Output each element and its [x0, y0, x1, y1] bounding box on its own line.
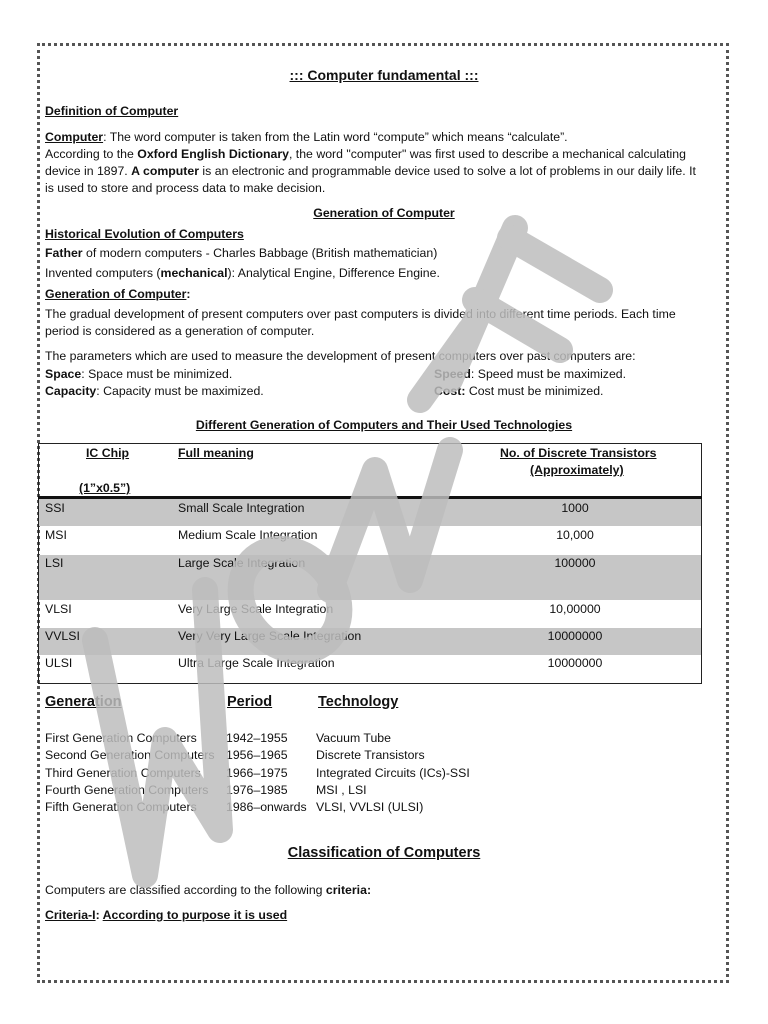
classified-pre: Computers are classified according to the following	[45, 883, 326, 897]
table-cell-meaning: Very Very Large Scale Integration	[178, 629, 362, 643]
capacity-param	[45, 383, 264, 400]
gen-row-name: Second Generation Computers	[45, 748, 215, 762]
capacity-text: : Capacity must be maximized.	[96, 384, 264, 398]
col-header-ic-chip-size: (1”x0.5”)	[79, 481, 131, 495]
col-header-ic-chip: IC Chip	[86, 446, 130, 460]
classification-heading: Classification of Computers	[287, 845, 481, 861]
table-cell-chip: MSI	[45, 528, 67, 542]
generation-heading-text: Generation of Computer	[45, 287, 187, 301]
oxford-post: , the word "computer" was first used to describe a mechanical calculating	[288, 147, 686, 161]
oxford-name: Oxford English Dictionary	[137, 147, 289, 161]
table-cell-chip: SSI	[45, 501, 65, 515]
definition-heading: Definition of Computer	[45, 104, 179, 118]
father-bold: Father	[45, 246, 83, 260]
gen-row-name: Fifth Generation Computers	[45, 800, 197, 814]
gen-row-period: 1976–1985	[226, 783, 288, 797]
col-header-transistors: No. of Discrete Transistors	[500, 446, 657, 460]
line3-bold: A computer	[131, 164, 200, 178]
table-cell-meaning: Medium Scale Integration	[178, 528, 318, 542]
gen-row-tech: Integrated Circuits (ICs)-SSI	[316, 766, 470, 780]
generation-heading-center: Generation of Computer	[313, 206, 455, 220]
parameters-line: The parameters which are used to measure the development of present computers over past computers are:	[45, 349, 636, 363]
table-cell-count: 10,00000	[549, 602, 601, 616]
father-line	[45, 245, 437, 262]
line3-post: is an electronic and programmable device used to solve a lot of problems in our daily life. It	[199, 164, 696, 178]
table-cell-count: 100000	[554, 556, 596, 570]
invented-line	[45, 265, 440, 282]
line3-pre: device in 1897.	[45, 164, 132, 178]
classified-line	[45, 882, 371, 899]
criteria-1-line	[45, 907, 287, 924]
gen-row-name: Third Generation Computers	[45, 766, 201, 780]
capacity-label: Capacity	[45, 384, 97, 398]
generation-para-2: period is considered as a generation of computer.	[45, 324, 315, 338]
table-cell-chip: ULSI	[45, 656, 73, 670]
gen-col-header-generation: Generation	[45, 694, 122, 710]
invented-pre: Invented computers (	[45, 266, 161, 280]
computer-definition-text: : The word computer is taken from the Latin word “compute” which means “calculate”.	[103, 130, 568, 144]
space-label: Space	[45, 367, 82, 381]
table-cell-count: 10000000	[547, 656, 603, 670]
criteria-1-label: Criteria-I	[45, 908, 96, 922]
computer-desc-line2: is used to store and process data to make decision.	[45, 181, 326, 195]
invented-post: ): Analytical Engine, Difference Engine.	[227, 266, 440, 280]
classified-bold: criteria:	[325, 883, 372, 897]
historical-heading: Historical Evolution of Computers	[45, 227, 244, 241]
speed-param	[434, 366, 626, 383]
gen-row-period: 1942–1955	[226, 731, 288, 745]
criteria-1-text: According to purpose it is used	[102, 908, 288, 922]
gen-col-header-technology: Technology	[318, 694, 399, 710]
gen-row-period: 1986–onwards	[226, 800, 307, 814]
generation-heading-colon: :	[186, 287, 191, 301]
cost-text: Cost must be minimized.	[465, 384, 604, 398]
gen-row-period: 1966–1975	[226, 766, 288, 780]
generation-heading	[45, 286, 191, 303]
speed-label: Speed	[434, 367, 471, 381]
table-header-divider	[38, 496, 702, 499]
col-header-full-meaning: Full meaning	[178, 446, 254, 460]
gen-row-tech: MSI , LSI	[316, 783, 367, 797]
table-title: Different Generation of Computers and Their Used Technologies	[195, 418, 573, 432]
page-title: ::: Computer fundamental :::	[289, 67, 479, 83]
oxford-pre: According to the	[45, 147, 138, 161]
table-cell-meaning: Large Scale Integration	[178, 556, 306, 570]
generation-para-1: The gradual development of present computers over past computers is divided into different time periods. Each time	[45, 307, 676, 321]
computer-definition	[45, 129, 568, 146]
gen-row-name: First Generation Computers	[45, 731, 197, 745]
table-cell-chip: VLSI	[45, 602, 72, 616]
gen-row-tech: Discrete Transistors	[316, 748, 425, 762]
table-cell-count: 1000	[561, 501, 589, 515]
table-cell-chip: VVLSI	[45, 629, 80, 643]
speed-text: : Speed must be maximized.	[470, 367, 627, 381]
cost-param	[434, 383, 603, 400]
oxford-line	[45, 146, 686, 163]
table-cell-chip: LSI	[45, 556, 64, 570]
space-param	[45, 366, 232, 383]
col-header-approx: (Approximately)	[530, 463, 624, 477]
criteria-1-colon: :	[95, 908, 103, 922]
cost-label: Cost:	[434, 384, 466, 398]
father-rest: of modern computers - Charles Babbage (British mathematician)	[82, 246, 438, 260]
space-text: : Space must be minimized.	[81, 367, 233, 381]
table-cell-meaning: Ultra Large Scale Integration	[178, 656, 335, 670]
computer-desc-line	[45, 163, 696, 180]
invented-bold: mechanical	[160, 266, 228, 280]
gen-row-tech: VLSI, VVLSI (ULSI)	[316, 800, 424, 814]
table-cell-count: 10000000	[547, 629, 603, 643]
table-cell-count: 10,000	[556, 528, 594, 542]
table-cell-meaning: Small Scale Integration	[178, 501, 305, 515]
table-cell-meaning: Very Large Scale Integration	[178, 602, 334, 616]
gen-col-header-period: Period	[227, 694, 273, 710]
gen-row-period: 1956–1965	[226, 748, 288, 762]
gen-row-tech: Vacuum Tube	[316, 731, 391, 745]
gen-row-name: Fourth Generation Computers	[45, 783, 209, 797]
computer-term: Computer	[45, 130, 104, 144]
